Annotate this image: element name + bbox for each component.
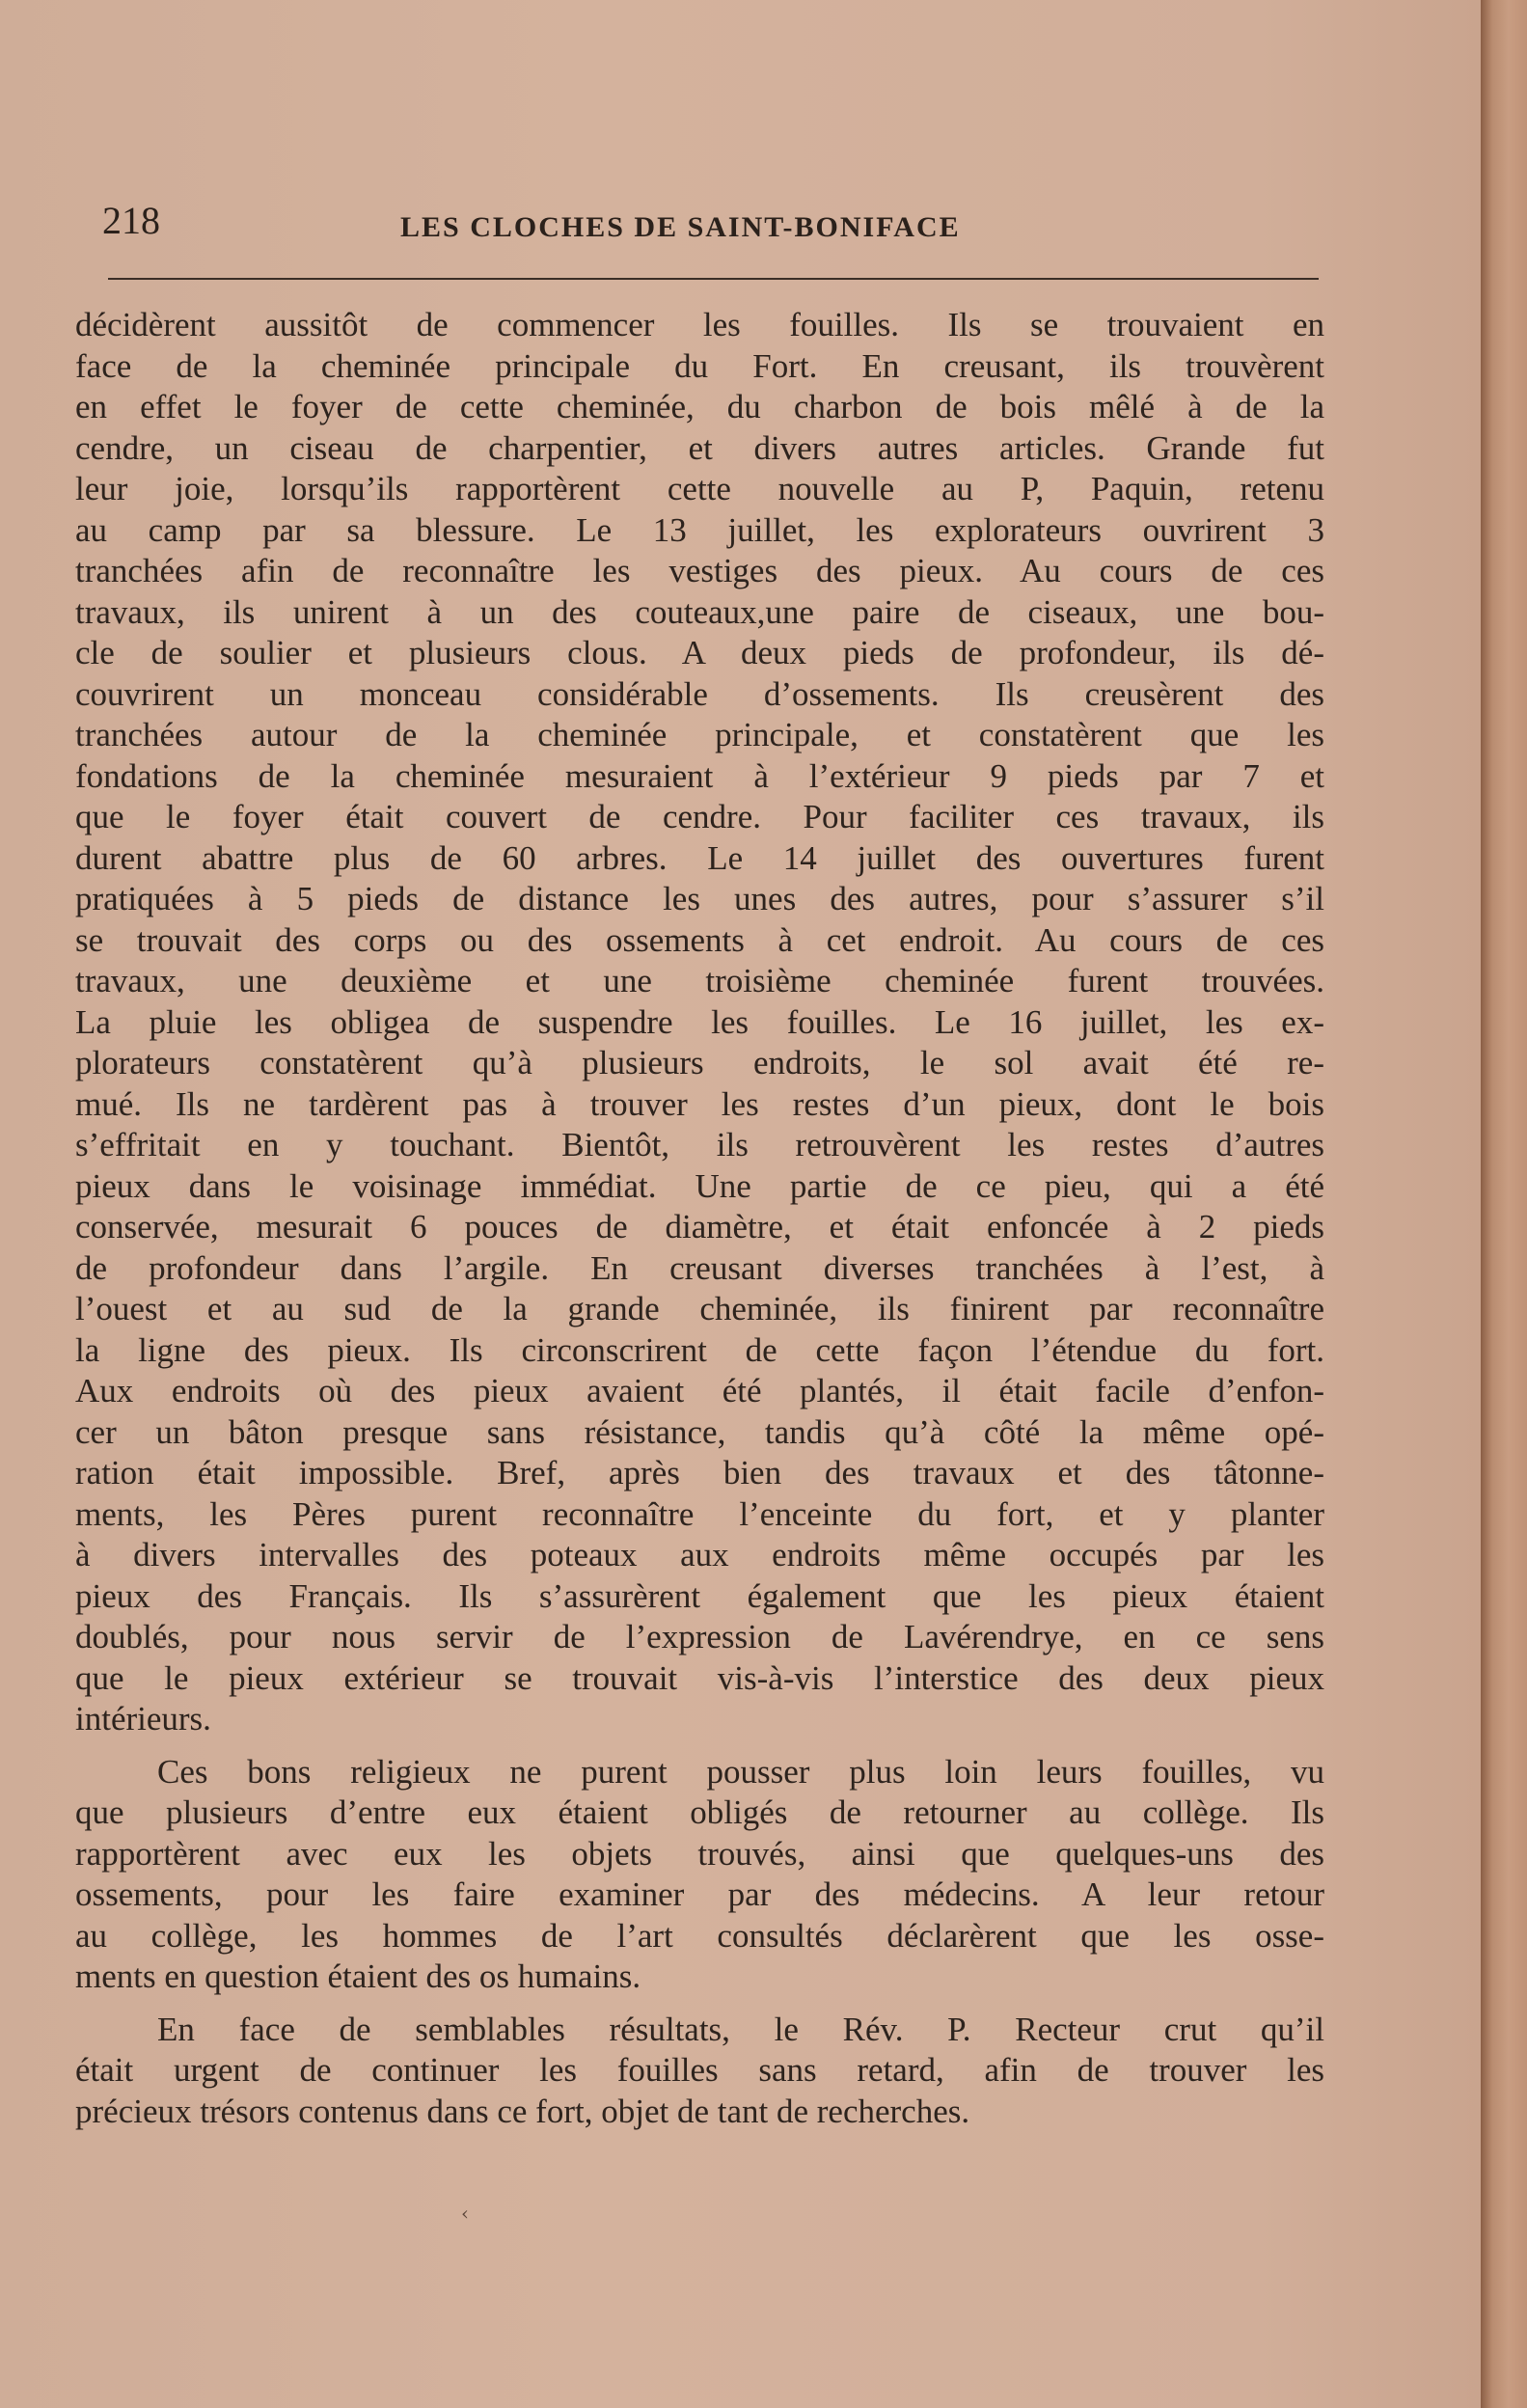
text-line: se trouvait des corps ou des ossements à cet endroit. Au cours de ces — [75, 920, 1324, 959]
text-line: tranchées autour de la cheminée principale, et constatèrent que les — [75, 716, 1324, 753]
text-line: était urgent de continuer les fouilles sans retard, afin de trouver les — [75, 2051, 1324, 2089]
text-line: mué. Ils ne tardèrent pas à trouver les restes d’un pieux, dont le bois — [75, 1084, 1324, 1123]
text-line: à divers intervalles des poteaux aux endroits même occupés par les — [75, 1536, 1324, 1573]
text-line: l’ouest et au sud de la grande cheminée, ils finirent par reconnaître — [75, 1290, 1324, 1327]
text-line: en effet le foyer de cette cheminée, du charbon de bois mêlé à de la — [75, 388, 1324, 425]
text-line: travaux, une deuxième et une troisième cheminée furent trouvées. — [75, 962, 1324, 999]
text-line: La pluie les obligea de suspendre les fouilles. Le 16 juillet, les ex- — [75, 1002, 1324, 1041]
text-line: la ligne des pieux. Ils circonscrirent de cette façon l’étendue du fort. — [75, 1330, 1324, 1369]
text-line: durent abattre plus de 60 arbres. Le 14 juillet des ouvertures furent — [75, 838, 1324, 877]
text-line: ments en question étaient des os humains. — [75, 1957, 641, 1995]
body-text — [75, 305, 1324, 2132]
page-header — [96, 198, 1322, 256]
text-line: au camp par sa blessure. Le 13 juillet, les explorateurs ouvrirent 3 — [75, 510, 1324, 549]
text-line: pratiquées à 5 pieds de distance les unes des autres, pour s’assurer s’il — [75, 880, 1324, 917]
paragraph — [75, 1752, 1324, 1998]
text-line: ration était impossible. Bref, après bien des travaux et des tâtonne- — [75, 1454, 1324, 1491]
text-line: que le pieux extérieur se trouvait vis-à-vis l’interstice des deux pieux — [75, 1658, 1324, 1697]
paragraph — [75, 305, 1324, 1740]
text-line: de profondeur dans l’argile. En creusant diverses tranchées à l’est, à — [75, 1248, 1324, 1287]
text-line: rapportèrent avec eux les objets trouvés, ainsi que quelques-uns des — [75, 1834, 1324, 1873]
page-number: 218 — [102, 199, 160, 242]
text-line: couvrirent un monceau considérable d’ossements. Ils creusèrent des — [75, 674, 1324, 713]
text-line: Aux endroits où des pieux avaient été plantés, il était facile d’enfon- — [75, 1372, 1324, 1409]
text-line: face de la cheminée principale du Fort. En creusant, ils trouvèrent — [75, 346, 1324, 385]
paragraph — [75, 2010, 1324, 2133]
text-line: En face de semblables résultats, le Rév. P. Recteur crut qu’il — [157, 2010, 1324, 2048]
text-line: fondations de la cheminée mesuraient à l’extérieur 9 pieds par 7 et — [75, 756, 1324, 795]
text-line: ments, les Pères purent reconnaître l’enceinte du fort, et y planter — [75, 1494, 1324, 1533]
text-line: cle de soulier et plusieurs clous. A deux pieds de profondeur, ils dé- — [75, 634, 1324, 671]
text-line: pieux des Français. Ils s’assurèrent également que les pieux étaient — [75, 1576, 1324, 1615]
text-line: pieux dans le voisinage immédiat. Une partie de ce pieu, qui a été — [75, 1166, 1324, 1205]
text-line: que le foyer était couvert de cendre. Pour faciliter ces travaux, ils — [75, 798, 1324, 835]
text-line: plorateurs constatèrent qu’à plusieurs endroits, le sol avait été re- — [75, 1044, 1324, 1081]
text-line: intérieurs. — [75, 1700, 211, 1738]
text-line: leur joie, lorsqu’ils rapportèrent cette nouvelle au P, Paquin, retenu — [75, 470, 1324, 507]
text-line: tranchées afin de reconnaître les vestiges des pieux. Au cours de ces — [75, 552, 1324, 589]
text-line: Ces bons religieux ne purent pousser plus loin leurs fouilles, vu — [157, 1752, 1324, 1791]
text-line: ossements, pour les faire examiner par des médecins. A leur retour — [75, 1875, 1324, 1913]
text-line: précieux trésors contenus dans ce fort, objet de tant de recherches. — [75, 2092, 970, 2130]
text-line: travaux, ils unirent à un des couteaux,une paire de ciseaux, une bou- — [75, 592, 1324, 631]
text-line: s’effritait en y touchant. Bientôt, ils retrouvèrent les restes d’autres — [75, 1126, 1324, 1163]
text-line: que plusieurs d’entre eux étaient obligés de retourner au collège. Ils — [75, 1793, 1324, 1831]
text-line: décidèrent aussitôt de commencer les fouilles. Ils se trouvaient en — [75, 306, 1324, 343]
text-line: cer un bâton presque sans résistance, tandis qu’à côté la même opé- — [75, 1412, 1324, 1451]
text-line: cendre, un ciseau de charpentier, et divers autres articles. Grande fut — [75, 428, 1324, 467]
paper-speck: ‹ — [461, 2202, 469, 2225]
page-edge — [1481, 0, 1527, 2408]
text-line: conservée, mesurait 6 pouces de diamètre, et était enfoncée à 2 pieds — [75, 1208, 1324, 1245]
text-line: doublés, pour nous servir de l’expression de Lavérendrye, en ce sens — [75, 1618, 1324, 1656]
running-title: LES CLOCHES DE SAINT-BONIFACE — [400, 211, 961, 243]
header-rule — [108, 278, 1319, 280]
text-line: au collège, les hommes de l’art consultés déclarèrent que les osse- — [75, 1916, 1324, 1955]
